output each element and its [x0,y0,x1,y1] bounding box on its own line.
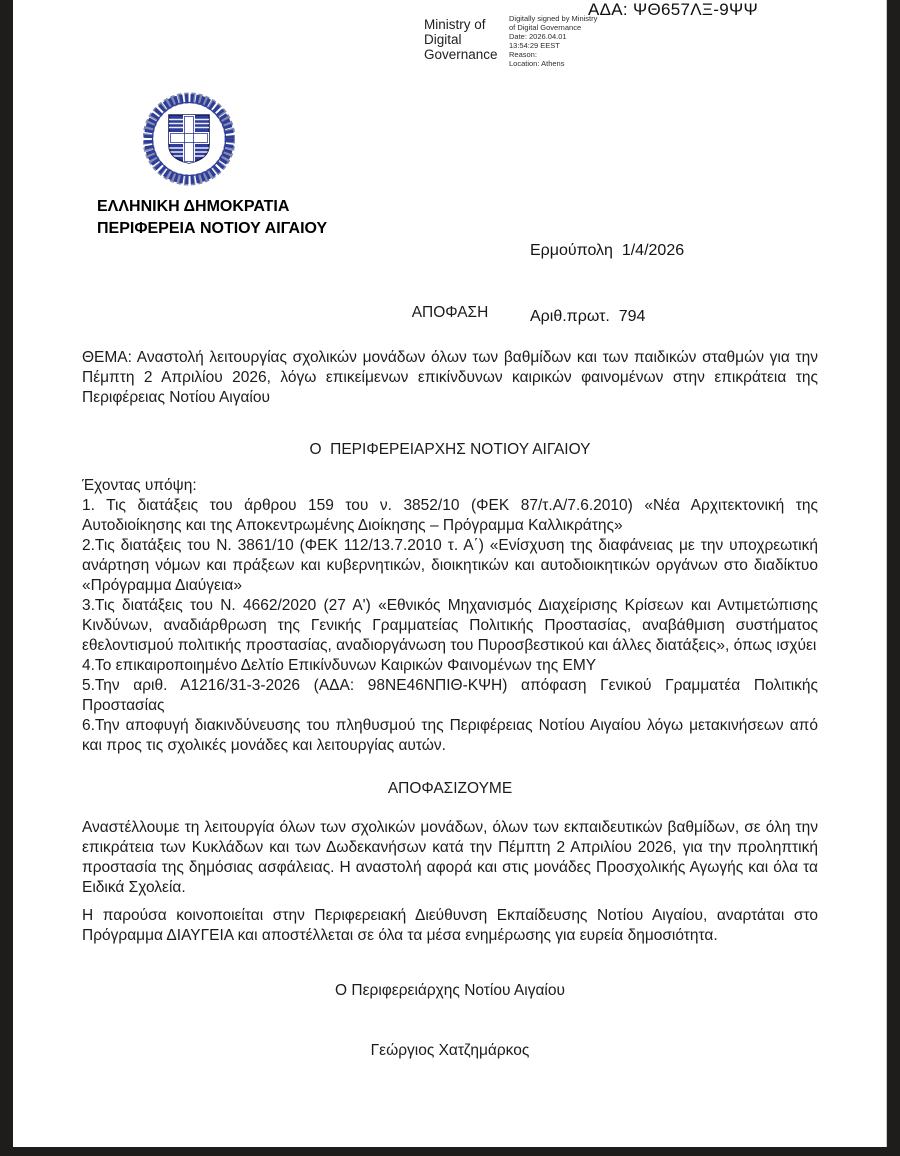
scan-edge-left [0,0,13,1156]
considering-item-2: 2.Τις διατάξεις του Ν. 3861/10 (ΦΕΚ 112/13.7.2010 τ. Α΄) «Ενίσχυση της διαφάνειας με την υποχρεωτική ανάρτηση νόμων και πράξεων και κυβερνητικών, διοικητικών και αυτοδιοικητικών οργάνων στο διαδίκτυο «Πρόγραμμα Διαύγεια» [82,537,818,594]
letterhead-org [97,196,327,240]
signature-detail-line: of Digital Governance [509,23,582,32]
considering-item-6: 6.Την αποφυγή διακινδύνευσης του πληθυσμού της Περιφέρειας Νοτίου Αιγαίου λόγω μετακινήσεων από και προς τις σχολικές μονάδες και λειτουργίας αυτών. [82,717,818,754]
notification-paragraph: Η παρούσα κοινοποιείται στην Περιφερειακή Διεύθυνση Εκπαίδευσης Νοτίου Αιγαίου, αναρτάται στο Πρόγραμμα ΔΙΑΥΓΕΙΑ και αποστέλλεται σε όλα τα μέσα ενημέρωσης για ευρεία δημοσιότητα. [82,907,818,944]
digital-signature-details [509,14,597,68]
decision-paragraph: Αναστέλλουμε τη λειτουργία όλων των σχολικών μονάδων, όλων των εκπαιδευτικών βαθμίδων, σε όλη την επικράτεια των Κυκλάδων και των Δωδεκανήσων κατά την Πέμπτη 2 Απριλίου 2026, για την προληπτική προστασία της δημόσιας ασφάλειας. Η αναστολή αφορά και στις μονάδες Προσχολικής Αγωγής και όλα τα Ειδικά Σχολεία. [82,819,818,896]
signature-detail-line: Date: 2026.04.01 [509,32,567,41]
signature-name: Γεώργιος Χατζημάρκος [370,1042,530,1059]
considering-item-4: 4.Το επικαιροποιημένο Δελτίο Επικίνδυνων Καιρικών Φαινομένων της ΕΜΥ [82,657,597,674]
digital-signature-signer: Ministry of Digital Governance [424,17,498,62]
ada-code: ΑΔΑ: ΨΘ657ΛΞ-9ΨΨ [588,0,758,19]
signature-detail-line: Location: Athens [509,59,565,68]
scan-edge-bottom [0,1147,900,1156]
greek-coat-of-arms-icon [143,92,235,186]
scan-edge-right [886,0,900,1156]
letterhead-country: ΕΛΛΗΝΙΚΗ ΔΗΜΟΚΡΑΤΙΑ [97,198,290,215]
considering-items [82,496,818,756]
issuer-heading: Ο ΠΕΡΙΦΕΡΕΙΑΡΧΗΣ ΝΟΤΙΟΥ ΑΙΓΑΙΟΥ [309,441,591,458]
signature-detail-line: 13:54:29 EEST [509,41,560,50]
considering-item-3: 3.Τις διατάξεις του Ν. 4662/2020 (27 Α') «Εθνικός Μηχανισμός Διαχείρισης Κρίσεων και Αντιμετώπισης Κινδύνων, αναδιάρθρωση της Γενικής Γραμματείας Πολιτικής Προστασίας, αναβάθμιση συστήματος εθελοντισμού πολιτικής προστασίας, αναδιοργάνωση του Πυροσβεστικού και άλλες διατάξεις», όπως ισχύει [82,597,818,654]
document-title: ΑΠΟΦΑΣΗ [411,304,489,321]
place-and-date: Ερμούπολη 1/4/2026 [530,242,685,259]
decision-heading: ΑΠΟΦΑΣΙΖΟΥΜΕ [387,780,513,797]
protocol-number: Αριθ.πρωτ. 794 [530,308,646,325]
signature-detail-line: Digitally signed by Ministry [509,14,598,23]
considering-label: Έχοντας υπόψη: [82,477,197,494]
considering-item-5: 5.Την αριθ. Α1216/31-3-2026 (ΑΔΑ: 98ΝΕ46ΝΠΙΘ-ΚΨΗ) απόφαση Γενικού Γραμματέα Πολιτικής Προστασίας [82,677,818,714]
protocol-block [530,196,684,372]
considering-item-1: 1. Τις διατάξεις του άρθρου 159 του ν. 3852/10 (ΦΕΚ 87/τ.Α/7.6.2010) «Νέα Αρχιτεκτονική της Αυτοδιοίκησης και της Αποκεντρωμένης Διοίκησης – Πρόγραμμα Καλλικράτης» [82,497,818,534]
signature-role: Ο Περιφερειάρχης Νοτίου Αιγαίου [335,982,565,999]
signature-detail-line: Reason: [509,50,537,59]
subject-paragraph: ΘΕΜΑ: Αναστολή λειτουργίας σχολικών μονάδων όλων των βαθμίδων και των παιδικών σταθμών για την Πέμπτη 2 Απριλίου 2026, λόγω επικείμενων επικίνδυνων καιρικών φαινομένων στην επικράτεια της Περιφέρειας Νοτίου Αιγαίου [82,349,818,406]
letterhead-region: ΠΕΡΙΦΕΡΕΙΑ ΝΟΤΙΟΥ ΑΙΓΑΙΟΥ [97,220,328,237]
